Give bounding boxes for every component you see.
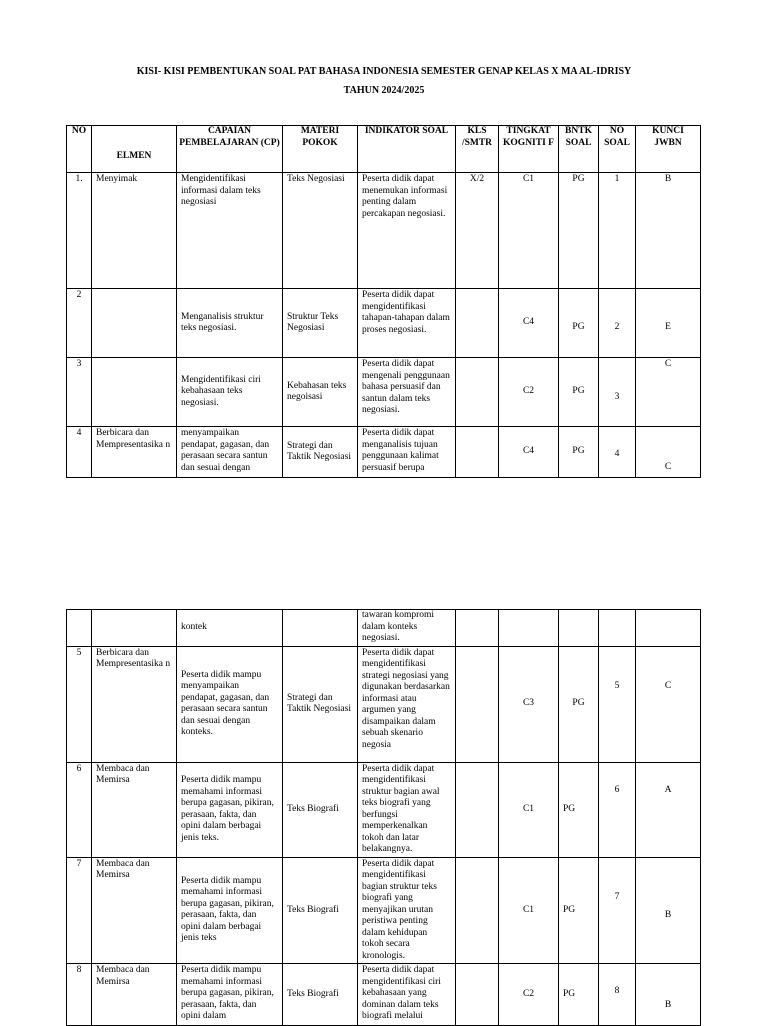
- cell-capaian: menyampaikan pendapat, gagasan, dan perasaan secara santun dan sesuai dengan: [177, 427, 283, 478]
- cell-tingkat: C1: [499, 173, 559, 289]
- cell-indikator: Peserta didik dapat mengidentifikasi struktur bagian awal teks biografi yang berfungsi memperkenalkan tokoh dan latar belakangnya.: [358, 762, 456, 857]
- cell-materi: Teks Biografi: [283, 762, 358, 857]
- cell-materi: Teks Negosiasi: [283, 173, 358, 289]
- cell-no-soal: 8: [599, 964, 636, 1026]
- cell-capaian: Menganalisis struktur teks negosiasi.: [177, 289, 283, 358]
- cell-indikator: Peserta didik dapat mengidentifikasi strategi negosiasi yang digunakan berdasarkan informasi atau argumen yang disampaikan dalam sebuah skenario negosia: [358, 646, 456, 762]
- cell-indikator: Peserta didik dapat mengenali penggunaan bahasa persuasif dan santun dalam teks negosiasi.: [358, 358, 456, 427]
- header-capaian-pembelajaran: CAPAIAN PEMBELAJARAN (CP): [177, 126, 283, 173]
- cell-tingkat: C4: [499, 289, 559, 358]
- cell-no-soal: 5: [599, 646, 636, 762]
- cell-indikator: Peserta didik dapat mengidentifikasi tahapan-tahapan dalam proses negosiasi.: [358, 289, 456, 358]
- cell-no: 2: [67, 289, 92, 358]
- cell-materi: [283, 610, 358, 647]
- cell-bentuk: PG: [559, 762, 599, 857]
- cell-tingkat: C2: [499, 964, 559, 1026]
- cell-kunci: B: [636, 173, 701, 289]
- cell-kunci: E: [636, 289, 701, 358]
- cell-elemen: Menyimak: [92, 173, 177, 289]
- cell-indikator: Peserta didik dapat menganalisis tujuan penggunaan kalimat persuasif berupa: [358, 427, 456, 478]
- cell-elemen: [92, 289, 177, 358]
- cell-bentuk: PG: [559, 427, 599, 478]
- cell-kunci: B: [636, 964, 701, 1026]
- header-bentuk-soal: BNTK SOAL: [559, 126, 599, 173]
- header-no: NO: [67, 126, 92, 173]
- header-kunci-jawaban: KUNCI JWBN: [636, 126, 701, 173]
- cell-kls: X/2: [456, 173, 499, 289]
- table-row: [67, 610, 701, 647]
- cell-tingkat: C1: [499, 857, 559, 964]
- cell-elemen: Berbicara dan Mempresentasika n: [92, 427, 177, 478]
- cell-materi: Kebahasan teks negoisasi: [283, 358, 358, 427]
- kisi-kisi-table-page-2: [66, 609, 701, 1026]
- cell-bentuk: [559, 610, 599, 647]
- cell-no-soal: 6: [599, 762, 636, 857]
- cell-no: 8: [67, 964, 92, 1026]
- cell-materi: Strategi dan Taktik Negosiasi: [283, 427, 358, 478]
- cell-no: 6: [67, 762, 92, 857]
- cell-elemen: [92, 358, 177, 427]
- cell-materi: Teks Biografi: [283, 964, 358, 1026]
- cell-materi: Struktur Teks Negosiasi: [283, 289, 358, 358]
- cell-elemen: Membaca dan Memirsa: [92, 762, 177, 857]
- cell-capaian: Mengidentifikasi ciri kebahasaan teks negosiasi.: [177, 358, 283, 427]
- cell-kls: [456, 427, 499, 478]
- table-row: [67, 358, 701, 427]
- cell-indikator: Peserta didik dapat mengidentifikasi ciri kebahasaan yang dominan dalam teks biografi melalui: [358, 964, 456, 1026]
- table-row: [67, 964, 701, 1026]
- table-row: [67, 173, 701, 289]
- cell-kunci: C: [636, 358, 701, 427]
- cell-no: 1.: [67, 173, 92, 289]
- cell-materi: Teks Biografi: [283, 857, 358, 964]
- header-row: [67, 126, 701, 173]
- cell-no: [67, 610, 92, 647]
- table-row: [67, 857, 701, 964]
- cell-elemen: Membaca dan Memirsa: [92, 857, 177, 964]
- cell-no-soal: 2: [599, 289, 636, 358]
- header-kls-smtr: KLS /SMTR: [456, 126, 499, 173]
- kisi-kisi-table-page-1: [66, 125, 701, 478]
- cell-no-soal: 7: [599, 857, 636, 964]
- cell-kunci: [636, 610, 701, 647]
- document-year: TAHUN 2024/2025: [343, 85, 425, 96]
- table-row: [67, 762, 701, 857]
- cell-kls: [456, 857, 499, 964]
- header-elemen: ELMEN: [92, 126, 177, 173]
- cell-no-soal: 4: [599, 427, 636, 478]
- cell-bentuk: PG: [559, 289, 599, 358]
- cell-tingkat: [499, 610, 559, 647]
- cell-kls: [456, 964, 499, 1026]
- cell-tingkat: C1: [499, 762, 559, 857]
- cell-indikator: Peserta didik dapat mengidentifikasi bagian struktur teks biografi yang menyajikan urutan peristiwa penting dalam kehidupan tokoh secara kronologis.: [358, 857, 456, 964]
- cell-no-soal: [599, 610, 636, 647]
- header-materi-pokok: MATERI POKOK: [283, 126, 358, 173]
- cell-capaian: Peserta didik mampu memahami informasi berupa gagasan, pikiran, perasaan, fakta, dan opini dalam: [177, 964, 283, 1026]
- header-no-soal: NO SOAL: [599, 126, 636, 173]
- cell-capaian: Peserta didik mampu menyampaikan pendapat, gagasan, dan perasaan secara santun dan sesuai dengan konteks.: [177, 646, 283, 762]
- cell-kls: [456, 289, 499, 358]
- cell-tingkat: C2: [499, 358, 559, 427]
- header-tingkat-kognitif: TINGKAT KOGNITI F: [499, 126, 559, 173]
- cell-kunci: A: [636, 762, 701, 857]
- table-row: [67, 427, 701, 478]
- cell-kunci: C: [636, 427, 701, 478]
- cell-no-soal: 3: [599, 358, 636, 427]
- table-row: [67, 646, 701, 762]
- cell-indikator: tawaran kompromi dalam konteks negosiasi.: [358, 610, 456, 647]
- cell-indikator: Peserta didik dapat menemukan informasi penting dalam percakapan negosiasi.: [358, 173, 456, 289]
- cell-no: 5: [67, 646, 92, 762]
- document-title: KISI- KISI PEMBENTUKAN SOAL PAT BAHASA INDONESIA SEMESTER GENAP KELAS X MA AL-IDRISY: [136, 66, 632, 77]
- cell-no: 3: [67, 358, 92, 427]
- cell-bentuk: PG: [559, 857, 599, 964]
- cell-kls: [456, 610, 499, 647]
- cell-bentuk: PG: [559, 173, 599, 289]
- cell-no: 7: [67, 857, 92, 964]
- cell-capaian: Peserta didik mampu memahami informasi berupa gagasan, pikiran, perasaan, fakta, dan opini dalam berbagai jenis teks: [177, 857, 283, 964]
- cell-kls: [456, 358, 499, 427]
- cell-kls: [456, 646, 499, 762]
- cell-bentuk: PG: [559, 964, 599, 1026]
- cell-bentuk: PG: [559, 646, 599, 762]
- cell-bentuk: PG: [559, 358, 599, 427]
- cell-capaian: Mengidentifikasi informasi dalam teks negosiasi: [177, 173, 283, 289]
- cell-kls: [456, 762, 499, 857]
- cell-capaian: Peserta didik mampu memahami informasi berupa gagasan, pikiran, perasaan, fakta, dan opini dalam berbagai jenis teks.: [177, 762, 283, 857]
- cell-elemen: [92, 610, 177, 647]
- cell-elemen: Berbicara dan Mempresentasika n: [92, 646, 177, 762]
- cell-elemen: Membaca dan Memirsa: [92, 964, 177, 1026]
- cell-materi: Strategi dan Taktik Negosiasi: [283, 646, 358, 762]
- table-row: [67, 289, 701, 358]
- cell-kunci: B: [636, 857, 701, 964]
- cell-tingkat: C3: [499, 646, 559, 762]
- cell-tingkat: C4: [499, 427, 559, 478]
- cell-no: 4: [67, 427, 92, 478]
- cell-no-soal: 1: [599, 173, 636, 289]
- header-indikator-soal: INDIKATOR SOAL: [358, 126, 456, 173]
- cell-capaian: kontek: [177, 610, 283, 647]
- cell-kunci: C: [636, 646, 701, 762]
